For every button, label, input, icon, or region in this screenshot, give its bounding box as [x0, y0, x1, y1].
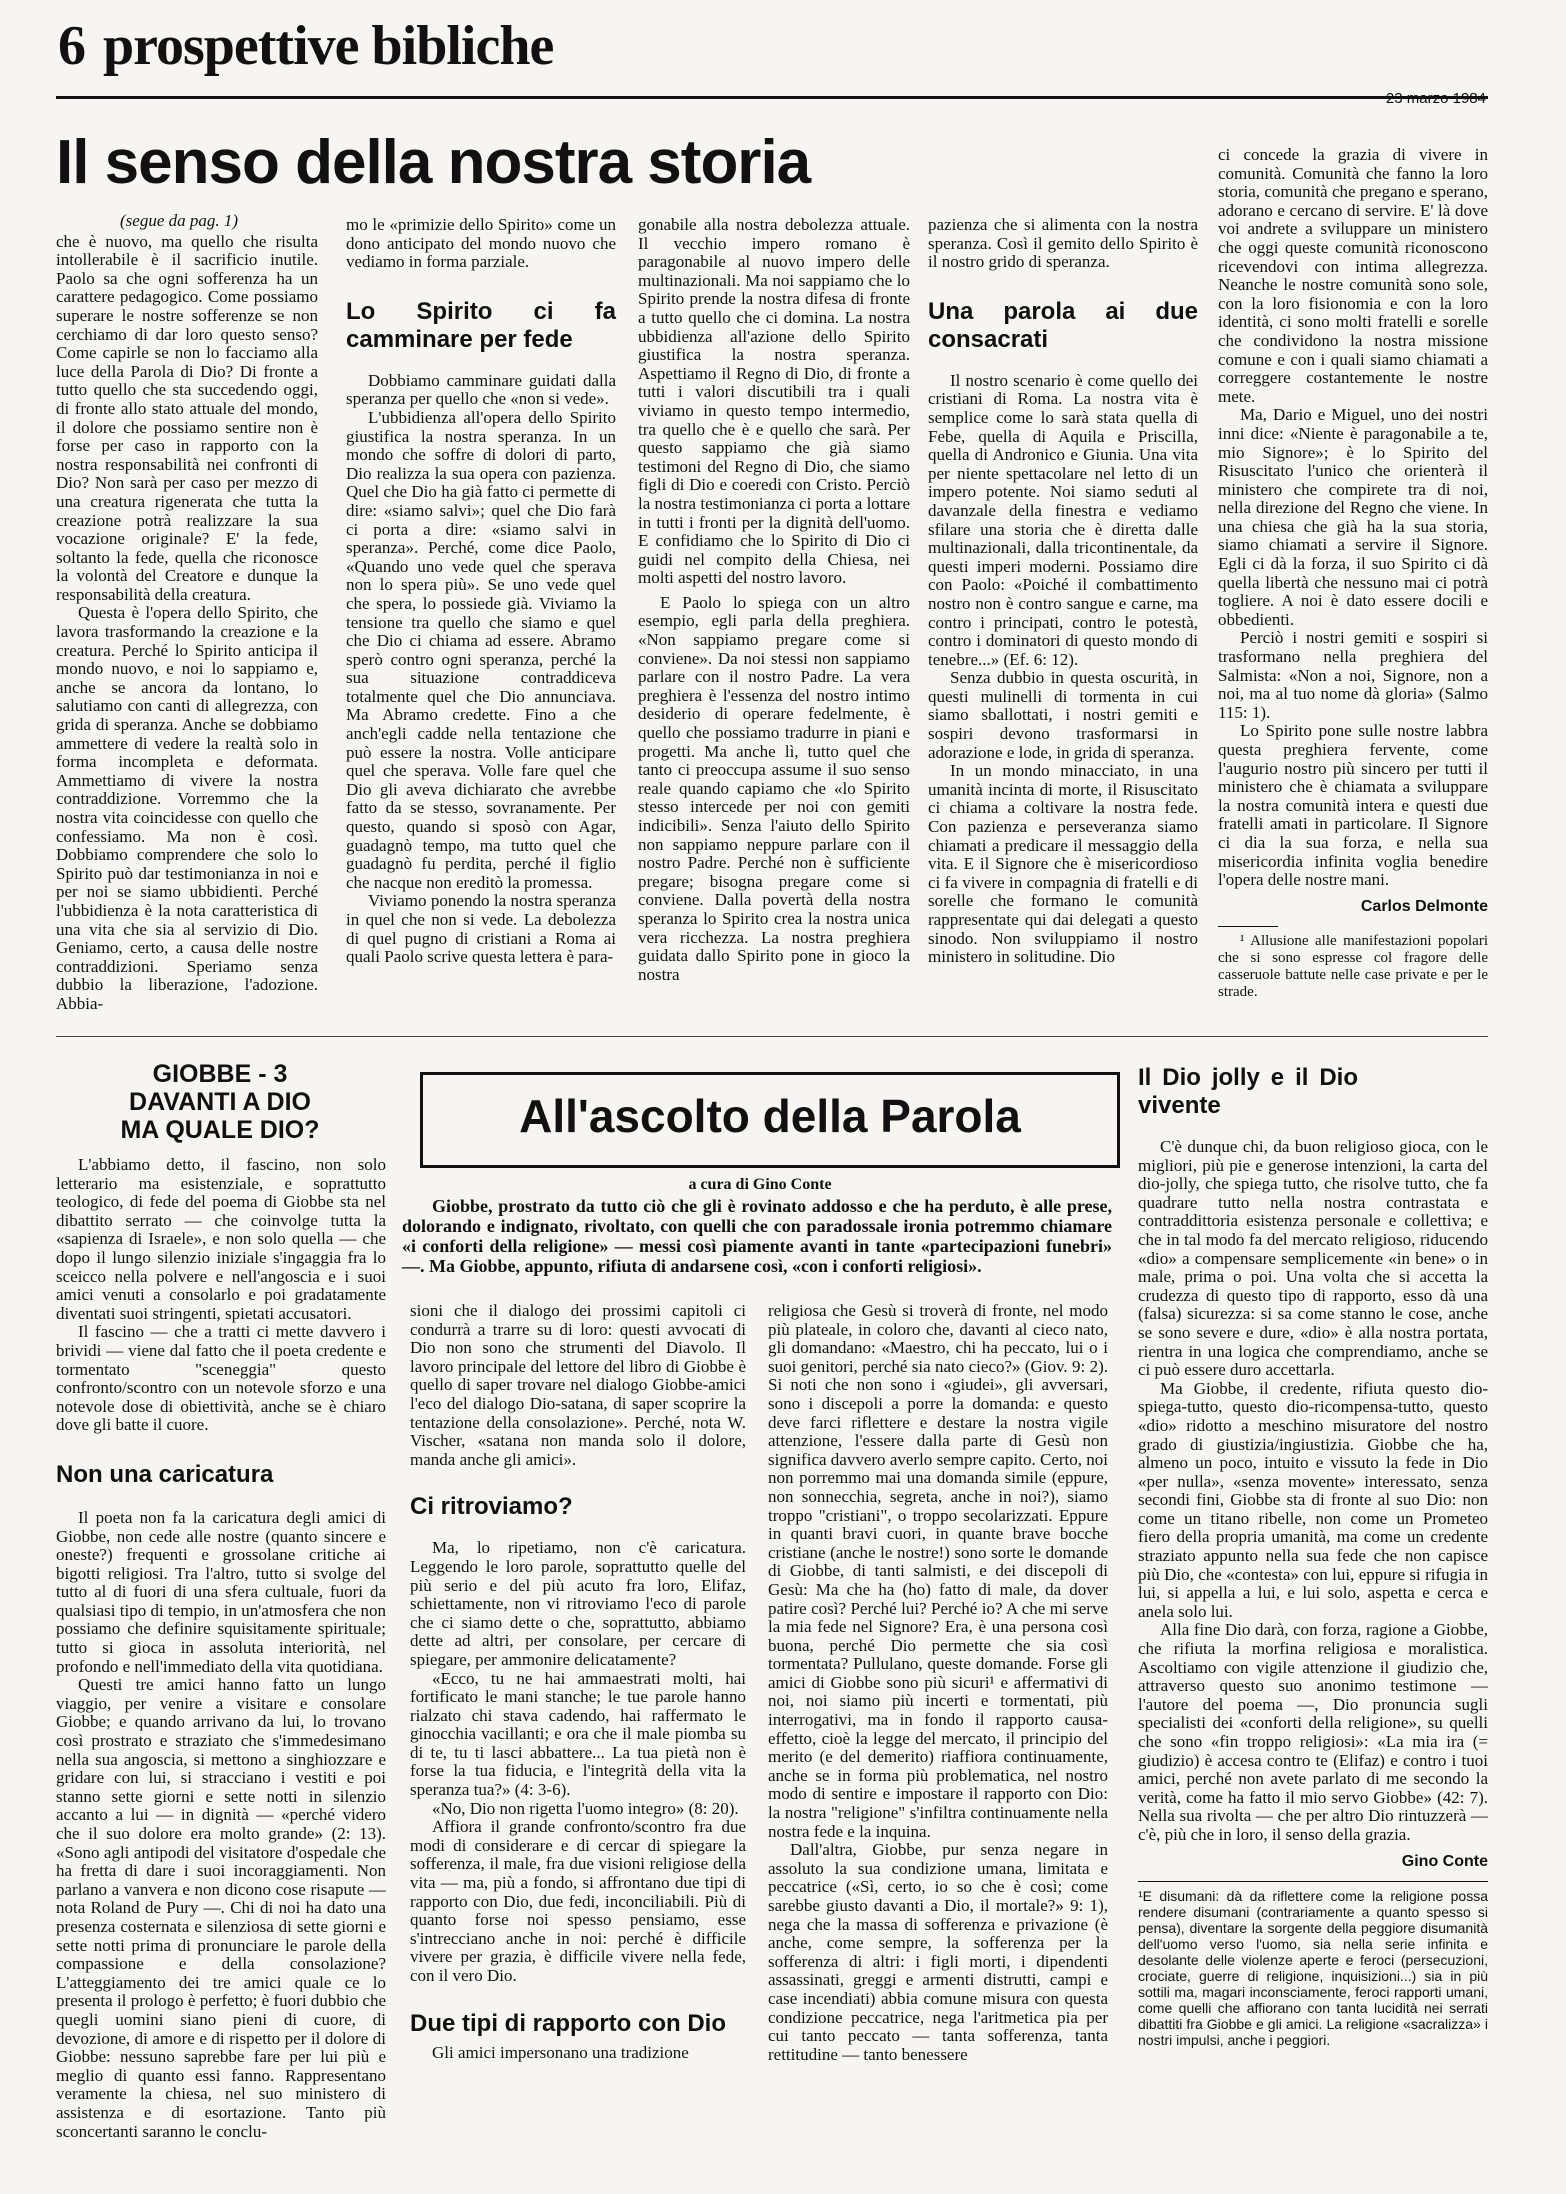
article-headline: Il senso della nostra storia: [56, 128, 811, 197]
subheading: Il Dio jolly e il Dio vivente: [1138, 1064, 1358, 1119]
paragraph: Questa è l'opera dello Spirito, che lavora trasformando la creazione e la creatura. Perché lo Spirito anticipa il mondo nuovo, e noi lo sappiamo e, anche se ancora da lontano, lo salutiamo con canti di allegrezza, con grida di speranza. Anche se dobbiamo ammettere di vedere la realtà solo in forma incompleta e deformata. Ammettiamo di vivere la nostra contraddizione. Vorremmo che la nostra vita coincidesse con quello che confessiamo. Ma non è così. Dobbiamo comprendere che solo lo Spirito può dar testimonianza in noi e per noi se siamo ubbidienti. Perché l'ubbidienza è la nota caratteristica di una vita che sia al servizio di Dio. Geniamo, certo, a causa delle nostre contraddizioni. Speriamo senza dubbio la liberazione, l'adozione. Abbia-: [56, 603, 318, 1013]
paragraph: Senza dubbio in questa oscurità, in questi mulinelli di tormenta in cui siamo sballottati, i nostri gemiti e sospiri devono trasformarsi in adorazione e lode, in grida di speranza.: [928, 668, 1198, 762]
author-signature: Gino Conte: [1401, 1852, 1488, 1870]
article1-column-1: [56, 212, 318, 1014]
paragraph: Gli amici impersonano una tradizione: [432, 2042, 689, 2062]
paragraph: Perciò i nostri gemiti e sospiri si trasformano nella preghiera del Salmista: «Non a noi, Signore, non a noi, ma al tuo nome dà gloria» (Salmo 115: 1).: [1218, 628, 1488, 722]
paragraph: religiosa che Gesù si troverà di fronte, nel modo più plateale, in coloro che, davanti al cieco nato, gli domandano: «Maestro, chi ha peccato, lui o i suoi genitori, perché sia nato cieco?» (Giov. 9: 2). Si noti che non sono i «giudei», gli avversari, sono i discepoli a porre la domanda: e questo deve farci riflettere e destare la nostra vigile attenzione, l'essere dalla parte di Gesù non significa davvero averlo sempre capito. Certo, noi non porremmo mai una domanda simile (eppure, non sonnecchia, segreta, anche in noi?), siamo troppo "cristiani", o troppo secolarizzati. Eppure in quanti bravi cuori, in quante brave bocche cristiane (anche le nostre!) sono sorte le domande di Giobbe, di tanti salmisti, e dei discepoli di Gesù: Ma che ha (ho) fatto di male, da dover patire così? Perché lui? Perché io? A che mi serve la mia fede nel Signore? Era, è una persona così buona, perché Dio permette che sia così tormentata? Pullulano, queste domande. Forse gli amici di Giobbe sono più sicuri¹ e affermativi di noi, noi siamo più incerti e tormentati, più interrogativi, ma in fondo il rapporto causa-effetto, cioè la legge del mercato, il principio del merito (e del demerito) riaffiora continuamente, anche se in forma più problematica, nel nostro modo di sentire e impostare il rapporto con Dio: la nostra "religione" s'infiltra continuamente nella nostra fede e la inquina.: [768, 1301, 1108, 1841]
lead-paragraph: [402, 1196, 1112, 1276]
article2-left-intro: [56, 1156, 386, 2141]
article1-column-2: [346, 216, 616, 967]
subheading: Lo Spirito ci fa camminare per fede: [346, 297, 616, 353]
paragraph: Ma Giobbe, il credente, rifiuta questo dio-spiega-tutto, questo dio-ricompensa-tutto, questo «dio» ridotto a meschino misuratore del nostro grado di giustizia/ingiustizia. Giobbe che ha, almeno un poco, intuito e vissuto la fede in Dio «per nulla», «senza movente» interessato, senza secondi fini, Giobbe sta di fronte al suo Dio: non come un titano ribelle, non come un Prometeo fiero della propria umanità, ma come un credente straziato appunto nella sua fede che non capisce più Dio, che «contesta» con lui, eppure si rifugia in lui, si appella a lui, e lui solo, aspetta e cerca e anela solo lui.: [1138, 1378, 1488, 1621]
footnote: ¹ Allusione alle manifestazioni popolari che si sono espresse col fragore delle casseruole battute nelle case private e per le strade.: [1218, 933, 1488, 1001]
paragraph: Il nostro scenario è come quello dei cristiani di Roma. La nostra vita è semplice come lo sarà stata quella di Febe, quella di Aquila e Priscilla, quella di Andronico e Giunia. Una vita per niente spettacolare nel letto di un impero potente. Noi siamo seduti al davanzale della finestra e vediamo sfilare una storia che è diretta dalle multinazionali, dalla tricontinentale, da questi imperi moderni. Possiamo dire con Paolo: «Poiché il combattimento nostro non è contro sangue e carne, ma contro i principati, contro le potestà, contro i dominatori di questo mondo di tenebre...» (Ef. 6: 12).: [928, 370, 1198, 669]
section-divider: [56, 1036, 1488, 1037]
paragraph: L'abbiamo detto, il fascino, non solo letterario ma esistenziale, e soprattutto teologico, di fede del poema di Giobbe sta nel dibattito serrato — che coinvolge tutta la «sapienza di Israele», e non solo quella — che dopo il lungo silenzio iniziale s'ingaggia fra lo sceicco nella polvere e nell'angoscia e i suoi amici venuti a consolarlo e poi gradatamente diventati suoi stringenti, spietati accusatori.: [56, 1155, 386, 1323]
paragraph: Lo Spirito pone sulle nostre labbra questa preghiera fervente, come l'augurio nostro più sincero per tutti il ministero che è chiamata a sviluppare la nostra comunità intera e questi due fratelli amati in particolare. Il Signore ci dia la sua forza, e nella sua misericordia infinita voglia benedire l'opera delle nostre mani.: [1218, 721, 1488, 890]
paragraph: Dobbiamo camminare guidati dalla speranza per quello che «non si vede».: [346, 370, 616, 409]
paragraph: pazienza che si alimenta con la nostra speranza. Così il gemito dello Spirito è il nostro grido di speranza.: [928, 215, 1198, 272]
paragraph: Il poeta non fa la caricatura degli amici di Giobbe, non cede alle nostre (quanto sincere e oneste?) frequenti e grossolane critiche ai bigotti religiosi. Tra l'altro, tutto si svolge del tutto al di fuori di una sfera cultuale, fuori da qualsiasi tipo di tempio, in un'atmosfera che non possiamo che definire squisitamente spirituale; tutto si gioca in assoluta interiorità, nel profondo e nell'immediato della vita quotidiana.: [56, 1507, 386, 1676]
paragraph: C'è dunque chi, da buon religioso gioca, con le migliori, più pie e generose intenzioni, la carta del dio-jolly, che spiega tutto, che risolve tutto, che fa quadrare tutto nella nostra contrastata e contraddittoria esistenza personale e collettiva; e che in tal modo fa del mercato religioso, riducendo «dio» a compensare semplicemente «in bene» o in male, prima o poi. Una volta che si accetta la crudezza di questo tipo di rapporto, esso dà una (falsa) sicurezza: si sa come stanno le cose, anche se sono severe e dure, «dio» è alla nostra portata, rientra in una logica che comprendiamo, anche se ci può essere duro accettarla.: [1138, 1137, 1488, 1380]
article1-column-4: [928, 216, 1198, 967]
paragraph: Alla fine Dio darà, con forza, ragione a Giobbe, che rifiuta la morfina religiosa e moralistica. Ascoltiamo con vigile attenzione il giudizio che, attraverso questo suo anonimo testimone — l'autore del poema —, Dio pronuncia sugli specialisti dei «conforti della religione», su quelli che sono «fin troppo religiosi»: «La mia ira (= giudizio) è accesa contro te (Elifaz) e contro i tuoi amici, perché non avete parlato di me secondo la verità, come ha fatto il mio servo Giobbe» (42: 7). Nella sua rivolta — che per altro Dio rintuzzerà — c'è, più che in loro, il senso della grazia.: [1138, 1620, 1488, 1844]
column-title: All'ascolto della Parola: [519, 1090, 1021, 1142]
subheading: Ci ritroviamo?: [410, 1493, 573, 1521]
footnote: ¹E disumani: dà da riflettere come la religione possa rendere disumani (contrariamente a quanto spesso si pensa), diventare la sorgente della peggiore disumanità dell'uomo verso l'uomo, sia nella serie infinita e desolante delle violenze aperte e feroci (persecuzioni, crociate, guerre di religione, inquisizioni...) sia in più sottili ma, magari inconsciamente, feroci rapporti umani, come quelli che affiorano con tanta lucidità nei serrati dibattiti fra Giobbe e gli amici. La religione «sacralizza» i nostri impulsi, anche i peggiori.: [1138, 1888, 1488, 2049]
column-title-box: [420, 1072, 1120, 1168]
paragraph: sioni che il dialogo dei prossimi capitoli ci condurrà a trarre su di loro: questi avvocati di Dio non sono che strumenti del Diavolo. Il lavoro principale del lettore del libro di Giobbe è quello di saper trovare nel dialogo Giobbe-amici l'eco del dialogo Dio-satana, di saper scoprire la tentazione della consolazione». Perché, nota W. Vischer, «satana non manda solo il dolore, manda anche gli amici».: [410, 1301, 746, 1469]
subheading: Due tipi di rapporto con Dio: [410, 2009, 726, 2037]
paragraph: Dall'altra, Giobbe, pur senza negare in assoluto la sua condizione umana, limitata e peccatrice («Sì, certo, io so che è così; come sarebbe giusto davanti a Dio, il mortale?» 9: 1), nega che la massa di sofferenza e privazione (è anche, come sempre, la sofferenza per la sofferenza di altri: i figli morti, i dipendenti assassinati, greggi e armenti distrutti, campi e case incendiati) abbia comune misura con questa condizione peccatrice, nega l'aritmetica pia per cui tanto peccato — tanta sofferenza, tanta rettitudine — tanto benessere: [768, 1840, 1108, 2064]
paragraph: E Paolo lo spiega con un altro esempio, egli parla della preghiera. «Non sappiamo pregare come si conviene». Da noi stessi non sappiamo parlare con il nostro Padre. La vera preghiera è l'essenza del nostro intimo desiderio di operare fedelmente, è quello che possiamo tradurre in piani e progetti. Ma anche lì, tutto quel che tanto ci preoccupa assume il suo senso reale quando capiamo che «lo Spirito stesso intercede per noi con gemiti indicibili». Senza l'aiuto dello Spirito non sappiamo neppure parlare con il nostro Padre. Perché non è sufficiente pregare; bisogna pregare come si conviene. Dalla povertà della nostra speranza lo Spirito crea la nostra unica vera ricchezza. La nostra preghiera guidata dallo Spirito pone in gioco la nostra: [638, 592, 910, 984]
paragraph: gonabile alla nostra debolezza attuale. Il vecchio impero romano è paragonabile al nuovo impero delle multinazionali. Ma noi sappiamo che lo Spirito prende la nostra difesa di fronte a tutto quello che ci domina. La nostra ubbidienza all'azione dello Spirito giustifica la nostra speranza. Aspettiamo il Regno di Dio, di fronte a tutti i valori discutibili tra i quali viviamo in questo tempo intermedio, tra quello che è e quello che sarà. Per questo sappiamo che già siamo testimoni del Regno di Dio, che siamo figli di Dio e coeredi con Cristo. Perciò la nostra testimonianza ci porta a lottare in tutti i fronti per la dignità dell'uomo. E confidiamo che lo Spirito di Dio ci guidi nel compito della Chiesa, nei molti aspetti del nostro lavoro.: [638, 215, 910, 588]
paragraph: «Ecco, tu ne hai ammaestrati molti, hai fortificato le mani stanche; le tue parole hanno rialzato chi stava cadendo, hai raffermato le ginocchia vacillanti; e ora che il male piomba su di te, tu ti lasci abbattere... La tua pietà non è forse la tua fiducia, e l'integrità della vita la speranza tua?» (4: 3-6).: [410, 1668, 746, 1800]
paragraph: Viviamo ponendo la nostra speranza in quel che non si vede. La debolezza di quel pugno di cristiani a Roma ai quali Paolo scrive questa lettera è para-: [346, 891, 616, 967]
paragraph: L'ubbidienza all'opera dello Spirito giustifica la nostra speranza. In un mondo che soffre di dolori di parto, Dio realizza la sua opera con pazienza. Quel che Dio ha già fatto ci permette di dire: «siamo salvi»; quel che Dio farà ci porta a dire: «siamo salvi in speranza». Perché, come dice Paolo, «Quando uno vede quel che sperava non lo spera più». Se uno vede quel che spera, lo possiede già. Viviamo la tensione tra quello che siamo e quel che Dio ci chiama ad essere. Abramo sperò contro ogni speranza, perché la sua situazione contraddiceva totalmente quel che Dio annunciava. Ma Abramo credette. Fino a che anch'egli cadde nella tentazione che può essere la nostra. Volle anticipare quel che sperava. Volle fare quel che Dio gli aveva dichiarato che avrebbe fatto da se stesso, sovranamente. Per questo, quando si sposò con Agar, guadagnò tempo, ma tutto quel che guadagnò fu perdita, perché il figlio che nacque non ereditò la promessa.: [346, 407, 616, 892]
paragraph: Ma, lo ripetiamo, non c'è caricatura. Leggendo le loro parole, soprattutto quelle del più serio e del più acuto fra loro, Elifaz, schiettamente, non vi ritroviamo l'eco di parole che ci siamo dette o che, soprattutto, abbiamo dette ad altri, per consolare, per cercare di spiegare, per ammonire delicatamente?: [410, 1538, 746, 1669]
paragraph: In un mondo minacciato, in una umanità incinta di morte, il Risuscitato ci chiama a coltivare la nostra fede. Con pazienza e perseveranza siamo chiamati a predicare il messaggio della vita. E il Signore che è misericordioso ci fa vivere in compagnia di fratelli e di sorelle che formano le comunità rappresentate qui dai delegati a questo sinodo. Non sviluppiamo il nostro ministero in solitudine. Dio: [928, 761, 1198, 967]
article1-column-5: [1218, 146, 1488, 1001]
paragraph: ci concede la grazia di vivere in comunità. Comunità che fanno la loro storia, comunità che pregano e sperano, adorano e cercano di servire. E' là dove voi andrete a sviluppare un ministero che oggi queste comunità riconoscono ricevendovi con intima allegrezza. Neanche le nostre comunità sono sole, con la loro fisionomia e con la loro identità, ci sono molti fratelli e sorelle che condividono la nostra missione comune e con i quali siamo chiamati a correggere costantemente le nostre mete.: [1218, 145, 1488, 406]
footnote-rule: [1218, 926, 1278, 927]
paragraph: «No, Dio non rigetta l'uomo integro» (8: 20).: [432, 1798, 739, 1818]
paragraph: Affiora il grande confronto/scontro fra due modi di considerare e di cercar di spiegare la sofferenza, il male, fra due visioni religiose della vita — ma, più a fondo, si affrontano due tipi di rapporto con Dio, due fedi, inconciliabili. Più di quanto forse noi spesso pensiamo, esse s'intrecciano anche in noi: perché è difficile vivere per grazia, è difficile vivere nella fede, con il vero Dio.: [410, 1817, 746, 1985]
kicker-line: DAVANTI A DIO: [129, 1088, 311, 1116]
article2-middle-column: [410, 1302, 746, 2062]
page-number: 6: [58, 15, 85, 77]
lead-text: Giobbe, prostrato da tutto ciò che gli è rovinato addosso e che ha perduto, è alle prese, dolorando e indignato, rivoltato, con quelli che con paradossale ironia potremmo chiamare «i conforti della religione» — messi così piamente avanti in tante «partecipazioni funebri» —. Ma Giobbe, appunto, rifiuta di andarsene così, «con i conforti religiosi».: [402, 1196, 1112, 1276]
masthead: [58, 15, 554, 77]
article2-right-column: [1138, 1064, 1488, 2048]
article2-right-middle-column: [768, 1302, 1108, 2064]
kicker-line: MA QUALE DIO?: [120, 1116, 320, 1144]
continued-note: (segue da pag. 1): [120, 211, 239, 230]
kicker-line: GIOBBE - 3: [152, 1060, 288, 1088]
paragraph: Il fascino — che a tratti ci mette davvero i brividi — viene dal fatto che il poeta credente e tormentato "sceneggia" questo confronto/scontro con un notevole sforzo e una notevole dose di obiettività, anche se è chiaro dove gli batte il cuore.: [56, 1322, 386, 1435]
byline: a cura di Gino Conte: [688, 1176, 832, 1193]
series-kicker: [86, 1060, 354, 1144]
paragraph: Questi tre amici hanno fatto un lungo viaggio, per venire a visitare e consolare Giobbe; e quando arrivano da lui, lo trovano così prostrato e straziato che s'immedesimano nella sua angoscia, si mettono a singhiozzare e gridare con lui, si stracciano i vestiti e poi stanno sette giorni e sette notti in silenzio accanto a lui — in dignità — «perché videro che il suo dolore era molto grande» (2: 13). «Sono agli antipodi del visitatore d'ospedale che ha fretta di dare i suoi incoraggiamenti. Non parlano a vanvera e non dicono cose risapute — nota Roland de Pury —. Chi di noi ha dato una presenza costernata e silenziosa di sette giorni e sette notti prima di pronunciare le parole della compassione e della consolazione? L'atteggiamento dei tre amici quale ce lo presenta il prologo è perfetto; è fuori dubbio che quegli uomini siano pieni di cuore, di devozione, di amore e di rispetto per il dolore di Giobbe: nessuno saprebbe fare per lui più e meglio di quanto essi fanno. Rappresentano veramente la chiesa, nel suo ministero di assistenza e di esortazione. Tanto più sconcertanti saranno le conclu-: [56, 1675, 386, 2141]
article1-column-3: [638, 216, 910, 984]
paragraph: che è nuovo, ma quello che risulta intollerabile è il sacrificio inutile. Paolo sa che ogni sofferenza ha un carattere pedagogico. Come possiamo superare le nostre sofferenze se non cerchiamo di dar loro questo senso? Come capirle se non lo facciamo alla luce della Parola di Dio? Di fronte a tutto quello che sta succedendo oggi, di fronte allo stato attuale del mondo, il dolore che possiamo sentire non è forse per caso in rapporto con la nostra responsabilità nei confronti di Dio? Non sarà per caso per mezzo di una creatura rigenerata che tutta la creazione potrà realizzare la sua vocazione originale? E' la fede, soltanto la fede, quella che riconosce la volontà del Creatore e dunque la responsabilità della creatura.: [56, 231, 318, 604]
subheading: Una parola ai due consacrati: [928, 297, 1198, 353]
masthead-rule: [56, 96, 1488, 99]
paragraph: mo le «primizie dello Spirito» come un dono anticipato del mondo nuovo che vediamo in forma parziale.: [346, 215, 616, 272]
subheading: Non una caricatura: [56, 1460, 274, 1488]
author-signature: Carlos Delmonte: [1360, 897, 1488, 915]
footnote-rule: [1138, 1881, 1488, 1882]
paragraph: Ma, Dario e Miguel, uno dei nostri inni dice: «Niente è paragonabile a te, mio Signore»; è lo Spirito del Risuscitato l'unico che orienterà il ministero che compirete tra di noi, nella direzione del Regno che viene. In una chiesa che già ha la sua storia, siamo chiamati a servire il Signore. Egli ci dà la forza, il suo Spirito ci dà quella libertà che nessuno mai ci potrà togliere. A noi è dato essere docili e obbedienti.: [1218, 405, 1488, 629]
section-title: prospettive bibliche: [103, 15, 554, 77]
